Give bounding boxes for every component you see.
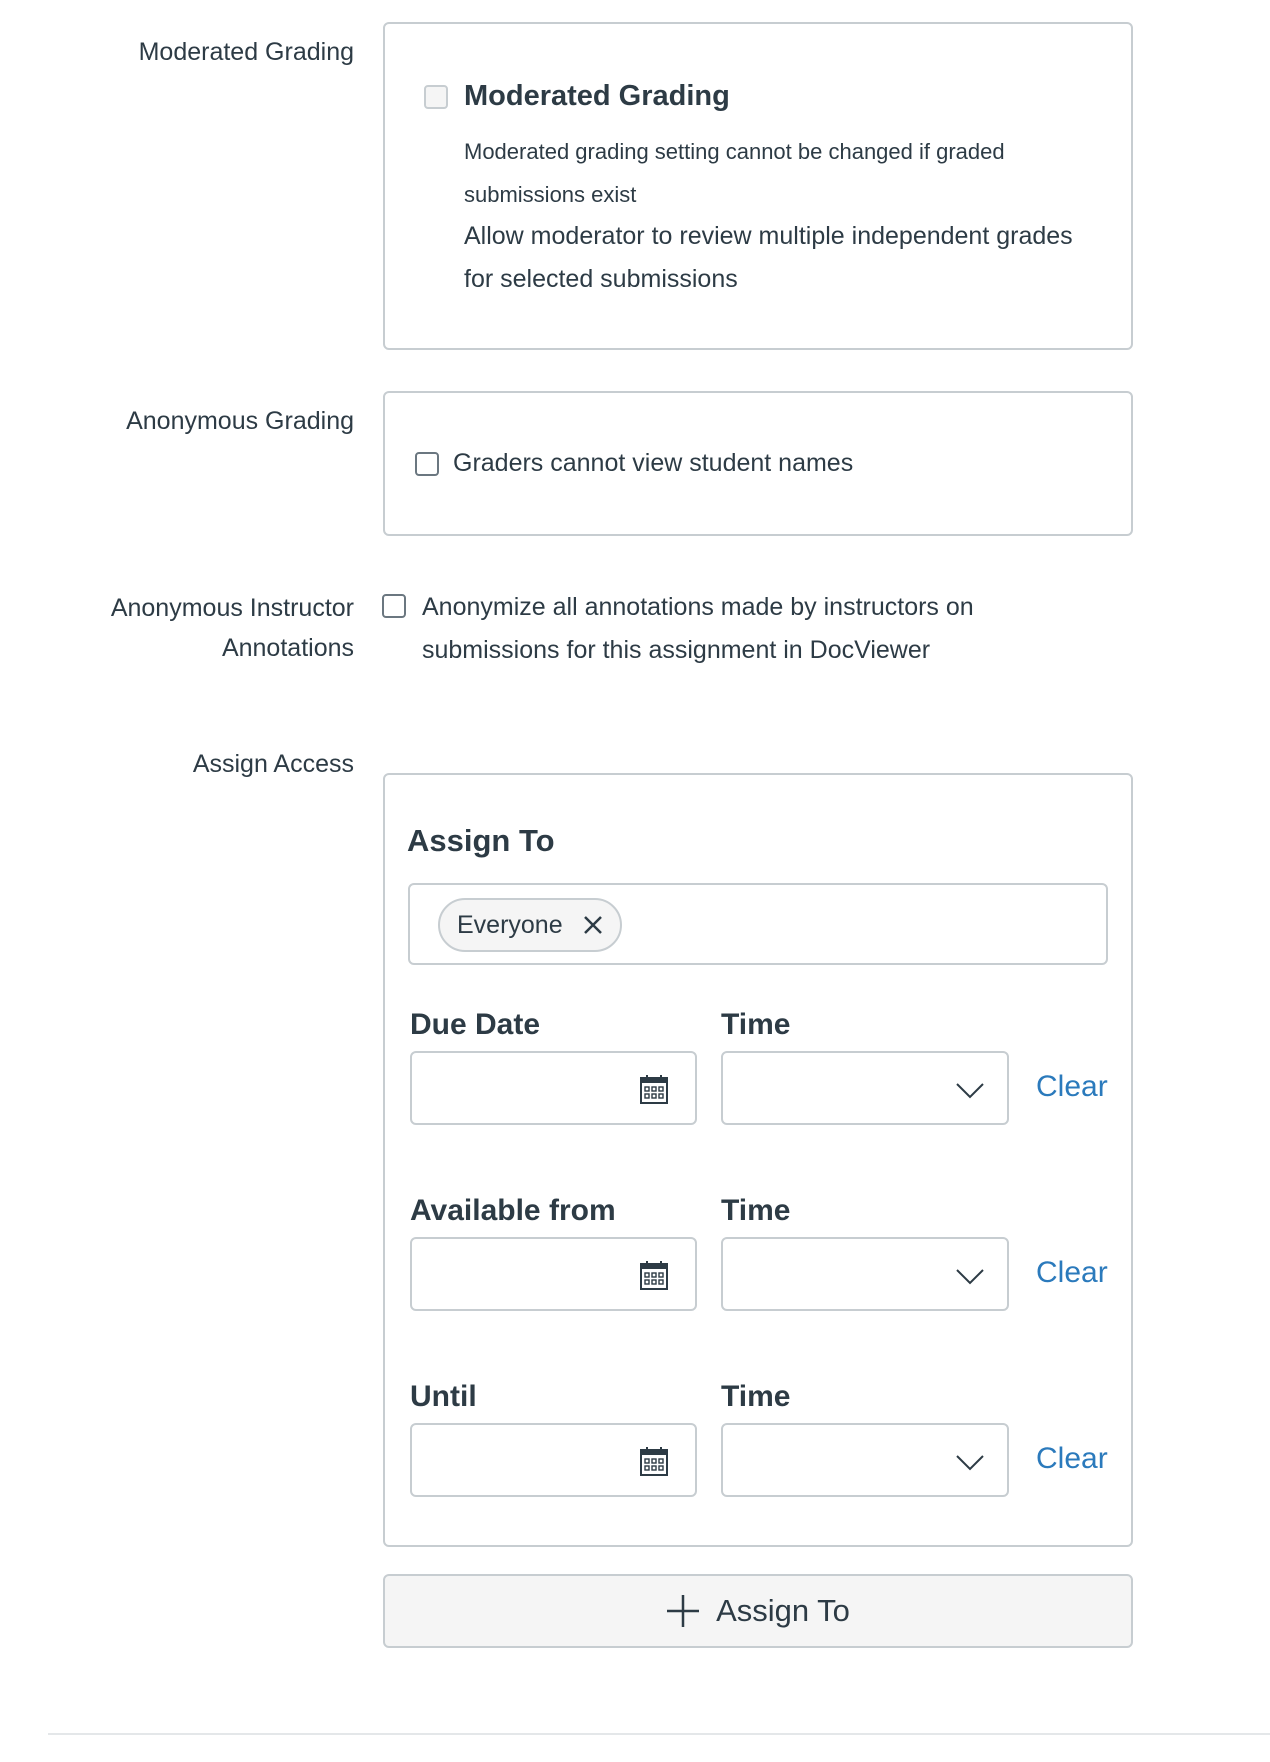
time-label: Time: [721, 1008, 791, 1041]
section-divider: [48, 1733, 1270, 1735]
moderated-grading-note: Moderated grading setting cannot be changed if graded submissions exist: [464, 139, 1005, 207]
anonymous-instructor-option: Anonymize all annotations made by instructors on submissions for this assignment in DocViewer: [422, 593, 974, 664]
assign-access-label: Assign Access: [192, 750, 354, 778]
anonymous-grading-label: Anonymous Grading: [126, 407, 354, 435]
time-select[interactable]: [721, 1051, 1009, 1125]
moderated-grading-title: Moderated Grading: [464, 80, 730, 112]
date-label: Due Date: [410, 1008, 541, 1041]
assignee-chip[interactable]: [438, 898, 622, 952]
moderated-grading-description: Allow moderator to review multiple independent grades for selected submissions: [464, 222, 1073, 293]
time-label: Time: [721, 1380, 791, 1413]
chevron-down-icon: [955, 1447, 985, 1477]
date-input[interactable]: [410, 1423, 697, 1497]
date-label: Until: [410, 1380, 477, 1413]
remove-chip-icon[interactable]: [582, 914, 604, 936]
moderated-grading-box: [383, 22, 1133, 350]
chevron-down-icon: [955, 1075, 985, 1105]
moderated-grading-checkbox[interactable]: [424, 85, 448, 109]
clear-link[interactable]: Clear: [1036, 1442, 1108, 1475]
clear-link[interactable]: Clear: [1036, 1070, 1108, 1103]
time-select[interactable]: [721, 1237, 1009, 1311]
anonymous-grading-checkbox[interactable]: [415, 452, 439, 476]
anonymous-instructor-label-line1: Anonymous Instructor: [110, 594, 354, 622]
clear-link[interactable]: Clear: [1036, 1256, 1108, 1289]
assignee-chip-label: Everyone: [457, 911, 563, 939]
calendar-icon[interactable]: [639, 1073, 669, 1105]
date-input[interactable]: [410, 1051, 697, 1125]
assign-to-heading: Assign To: [407, 823, 555, 858]
anonymous-grading-box: [383, 391, 1133, 536]
assign-access-card: [383, 773, 1133, 1547]
anonymous-instructor-checkbox[interactable]: [382, 594, 406, 618]
date-input[interactable]: [410, 1237, 697, 1311]
anonymous-instructor-label-line2: Annotations: [221, 634, 354, 662]
time-select[interactable]: [721, 1423, 1009, 1497]
moderated-grading-label: Moderated Grading: [138, 38, 354, 66]
plus-icon: [666, 1594, 700, 1628]
anonymous-grading-option: Graders cannot view student names: [453, 449, 854, 477]
anonymous-instructor-label: [111, 588, 354, 668]
add-assign-to-label: Assign To: [716, 1593, 850, 1628]
date-label: Available from: [410, 1194, 616, 1227]
time-label: Time: [721, 1194, 791, 1227]
calendar-icon[interactable]: [639, 1259, 669, 1291]
calendar-icon[interactable]: [639, 1445, 669, 1477]
chevron-down-icon: [955, 1261, 985, 1291]
assign-to-input[interactable]: [408, 883, 1108, 965]
add-assign-to-button[interactable]: [383, 1574, 1133, 1648]
